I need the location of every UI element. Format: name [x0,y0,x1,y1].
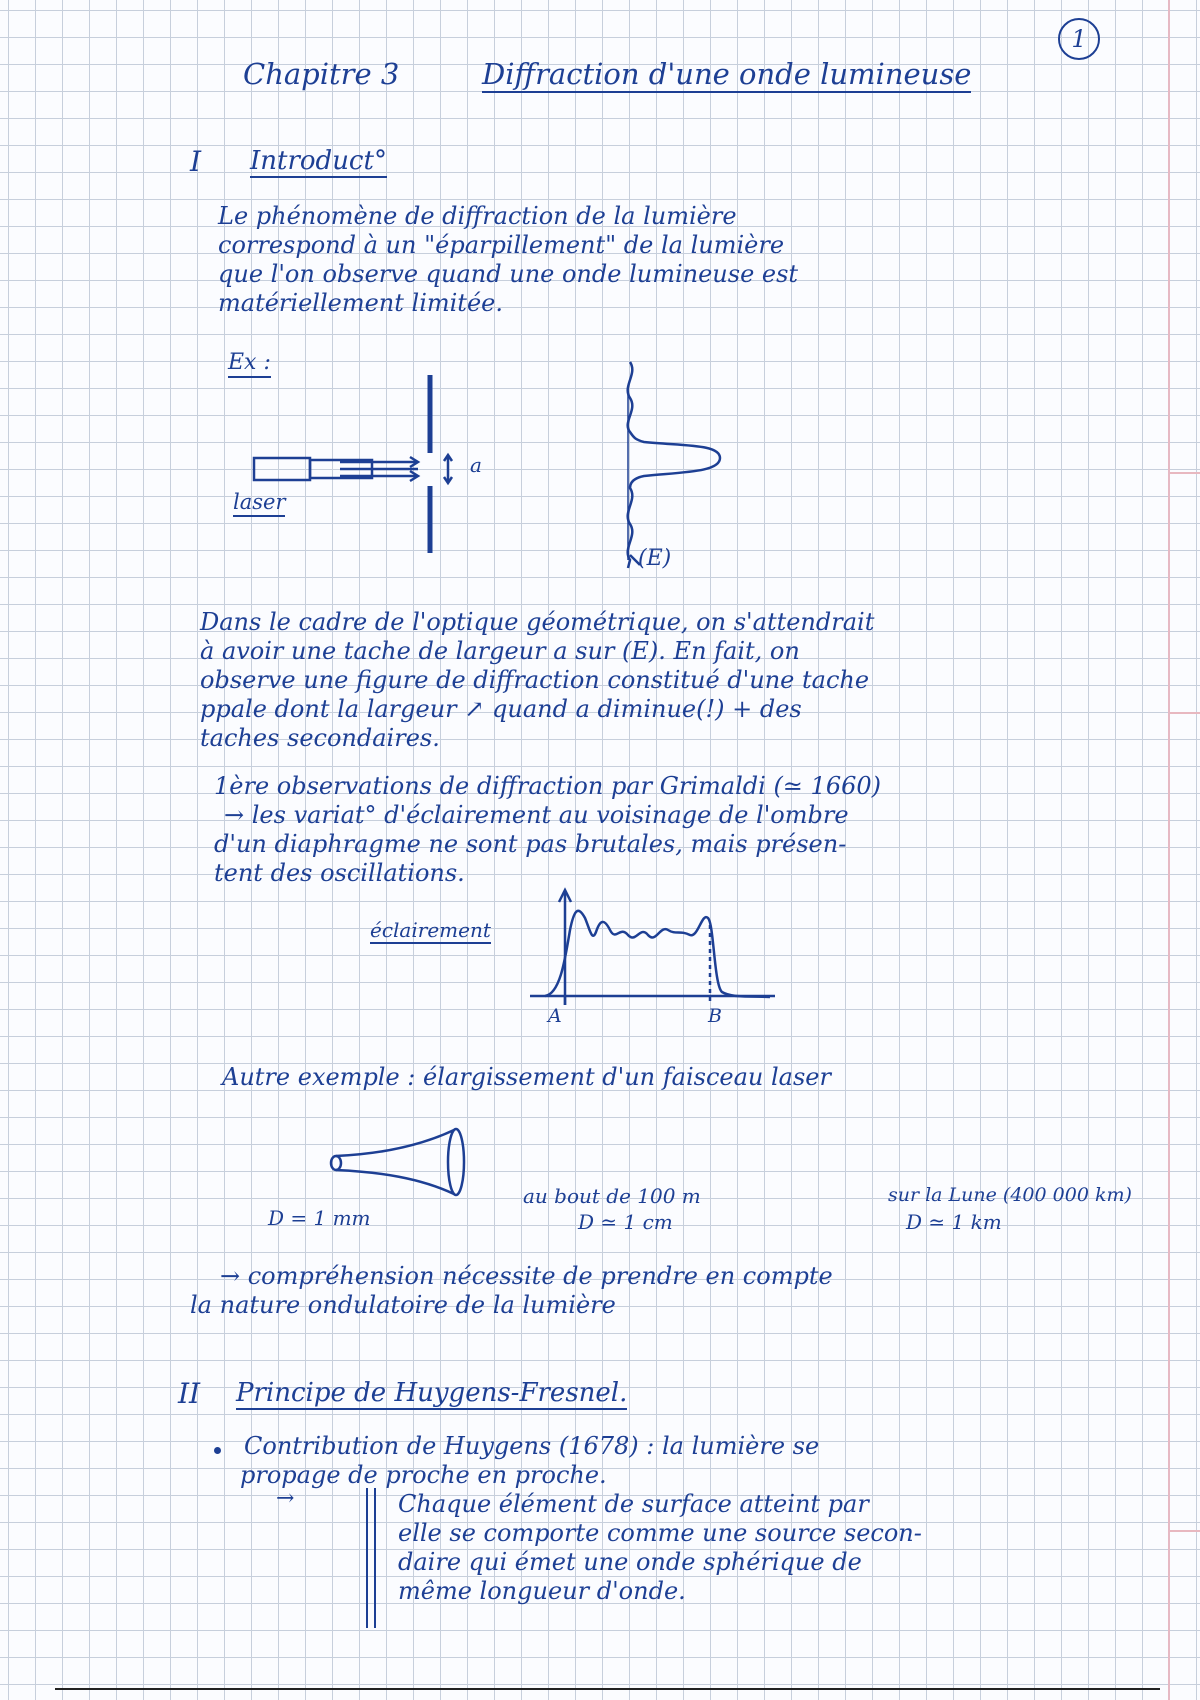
intro-line: Le phénomène de diffraction de la lumière [218,202,737,230]
paragraph-line: Chaque élément de surface atteint par [398,1490,869,1518]
point-a-label: A [548,1005,562,1027]
ray-arrow-icon [410,471,418,481]
screen-label: (E) [638,546,672,571]
paragraph-line: → compréhension nécessite de prendre en compte [220,1262,833,1290]
intro-line: matériellement limitée. [218,289,503,317]
section-2-title: Principe de Huygens-Fresnel. [236,1378,628,1408]
paragraph-line: la nature ondulatoire de la lumière [190,1291,616,1319]
section-1-number: I [190,145,202,178]
page-number-circle: 1 [1058,18,1100,60]
point-b-label: B [708,1005,722,1027]
paragraph-line: ppale dont la largeur ↗ quand a diminue(!) + des [200,695,802,723]
axis-arrow-icon [559,890,571,902]
beam-source-shape [331,1156,341,1170]
intro-line: correspond à un "éparpillement" de la lumière [218,231,785,259]
paragraph-line: 1ère observations de diffraction par Grimaldi (≃ 1660) [214,772,881,800]
principle-paragraph [398,1490,922,1606]
beam-upper-edge [336,1130,454,1156]
laser-body-shape [254,458,310,480]
principle-double-bar [366,1488,376,1628]
page-bottom-rule [55,1688,1160,1690]
paragraph-line: à avoir une tache de largeur a sur (E). En fait, on [200,637,800,665]
laser-label: laser [233,492,285,517]
paragraph-line: observe une figure de diffraction constitué d'une tache [200,666,870,694]
after-100m-label: au bout de 100 m [523,1184,701,1208]
page-margin-line [1168,0,1170,1700]
paragraph-line: taches secondaires. [200,724,440,752]
paragraph-line: même longueur d'onde. [398,1577,686,1605]
beam-end-ellipse [448,1129,464,1195]
diffraction-intensity-curve [628,362,720,571]
paragraph-line: Dans le cadre de l'optique géométrique, on s'attendrait [200,608,875,636]
double-arrow-icon [444,455,452,483]
huygens-paragraph [240,1432,820,1490]
section-1-title: Introduct° [250,146,387,176]
other-example-text: Autre exemple : élargissement d'un faisceau laser [222,1063,831,1091]
paragraph-line: tent des oscillations. [214,859,465,887]
moon-label: sur la Lune (400 000 km) [888,1184,1132,1206]
bullet-icon [214,1447,221,1454]
initial-diameter: D = 1 mm [268,1206,371,1230]
page-edge-mark [1170,1530,1200,1532]
arrow-icon: → [276,1486,295,1511]
beam-lower-edge [336,1170,454,1194]
paragraph-line: daire qui émet une onde sphérique de [398,1548,862,1576]
after-100m-diameter: D ≃ 1 cm [578,1210,673,1234]
illumination-curve [545,911,770,997]
laser-head-shape [310,460,372,478]
paragraph-line: elle se comporte comme une source secon- [398,1519,922,1547]
geometric-optics-paragraph [200,608,874,753]
grimaldi-paragraph [214,772,881,888]
example-label: Ex : [228,352,271,378]
page-edge-mark [1170,472,1200,474]
section-2-number: II [178,1377,201,1410]
intro-paragraph [218,202,798,318]
chapter-label: Chapitre 3 [243,57,400,91]
paragraph-line: propage de proche en proche. [240,1461,607,1489]
ray-arrow-icon [410,457,418,467]
y-axis-label: éclairement [370,918,491,942]
paragraph-line: Contribution de Huygens (1678) : la lumière se [244,1432,820,1460]
paragraph-line: d'un diaphragme ne sont pas brutales, mais présen- [214,830,847,858]
page-edge-mark [1170,712,1200,714]
paragraph-line: → les variat° d'éclairement au voisinage de l'ombre [224,801,849,829]
slit-width-label: a [470,453,482,477]
intro-line: que l'on observe quand une onde lumineuse est [218,260,799,288]
chapter-title: Diffraction d'une onde lumineuse [482,57,972,91]
conclusion-paragraph [190,1262,833,1320]
moon-diameter: D ≃ 1 km [906,1210,1002,1234]
